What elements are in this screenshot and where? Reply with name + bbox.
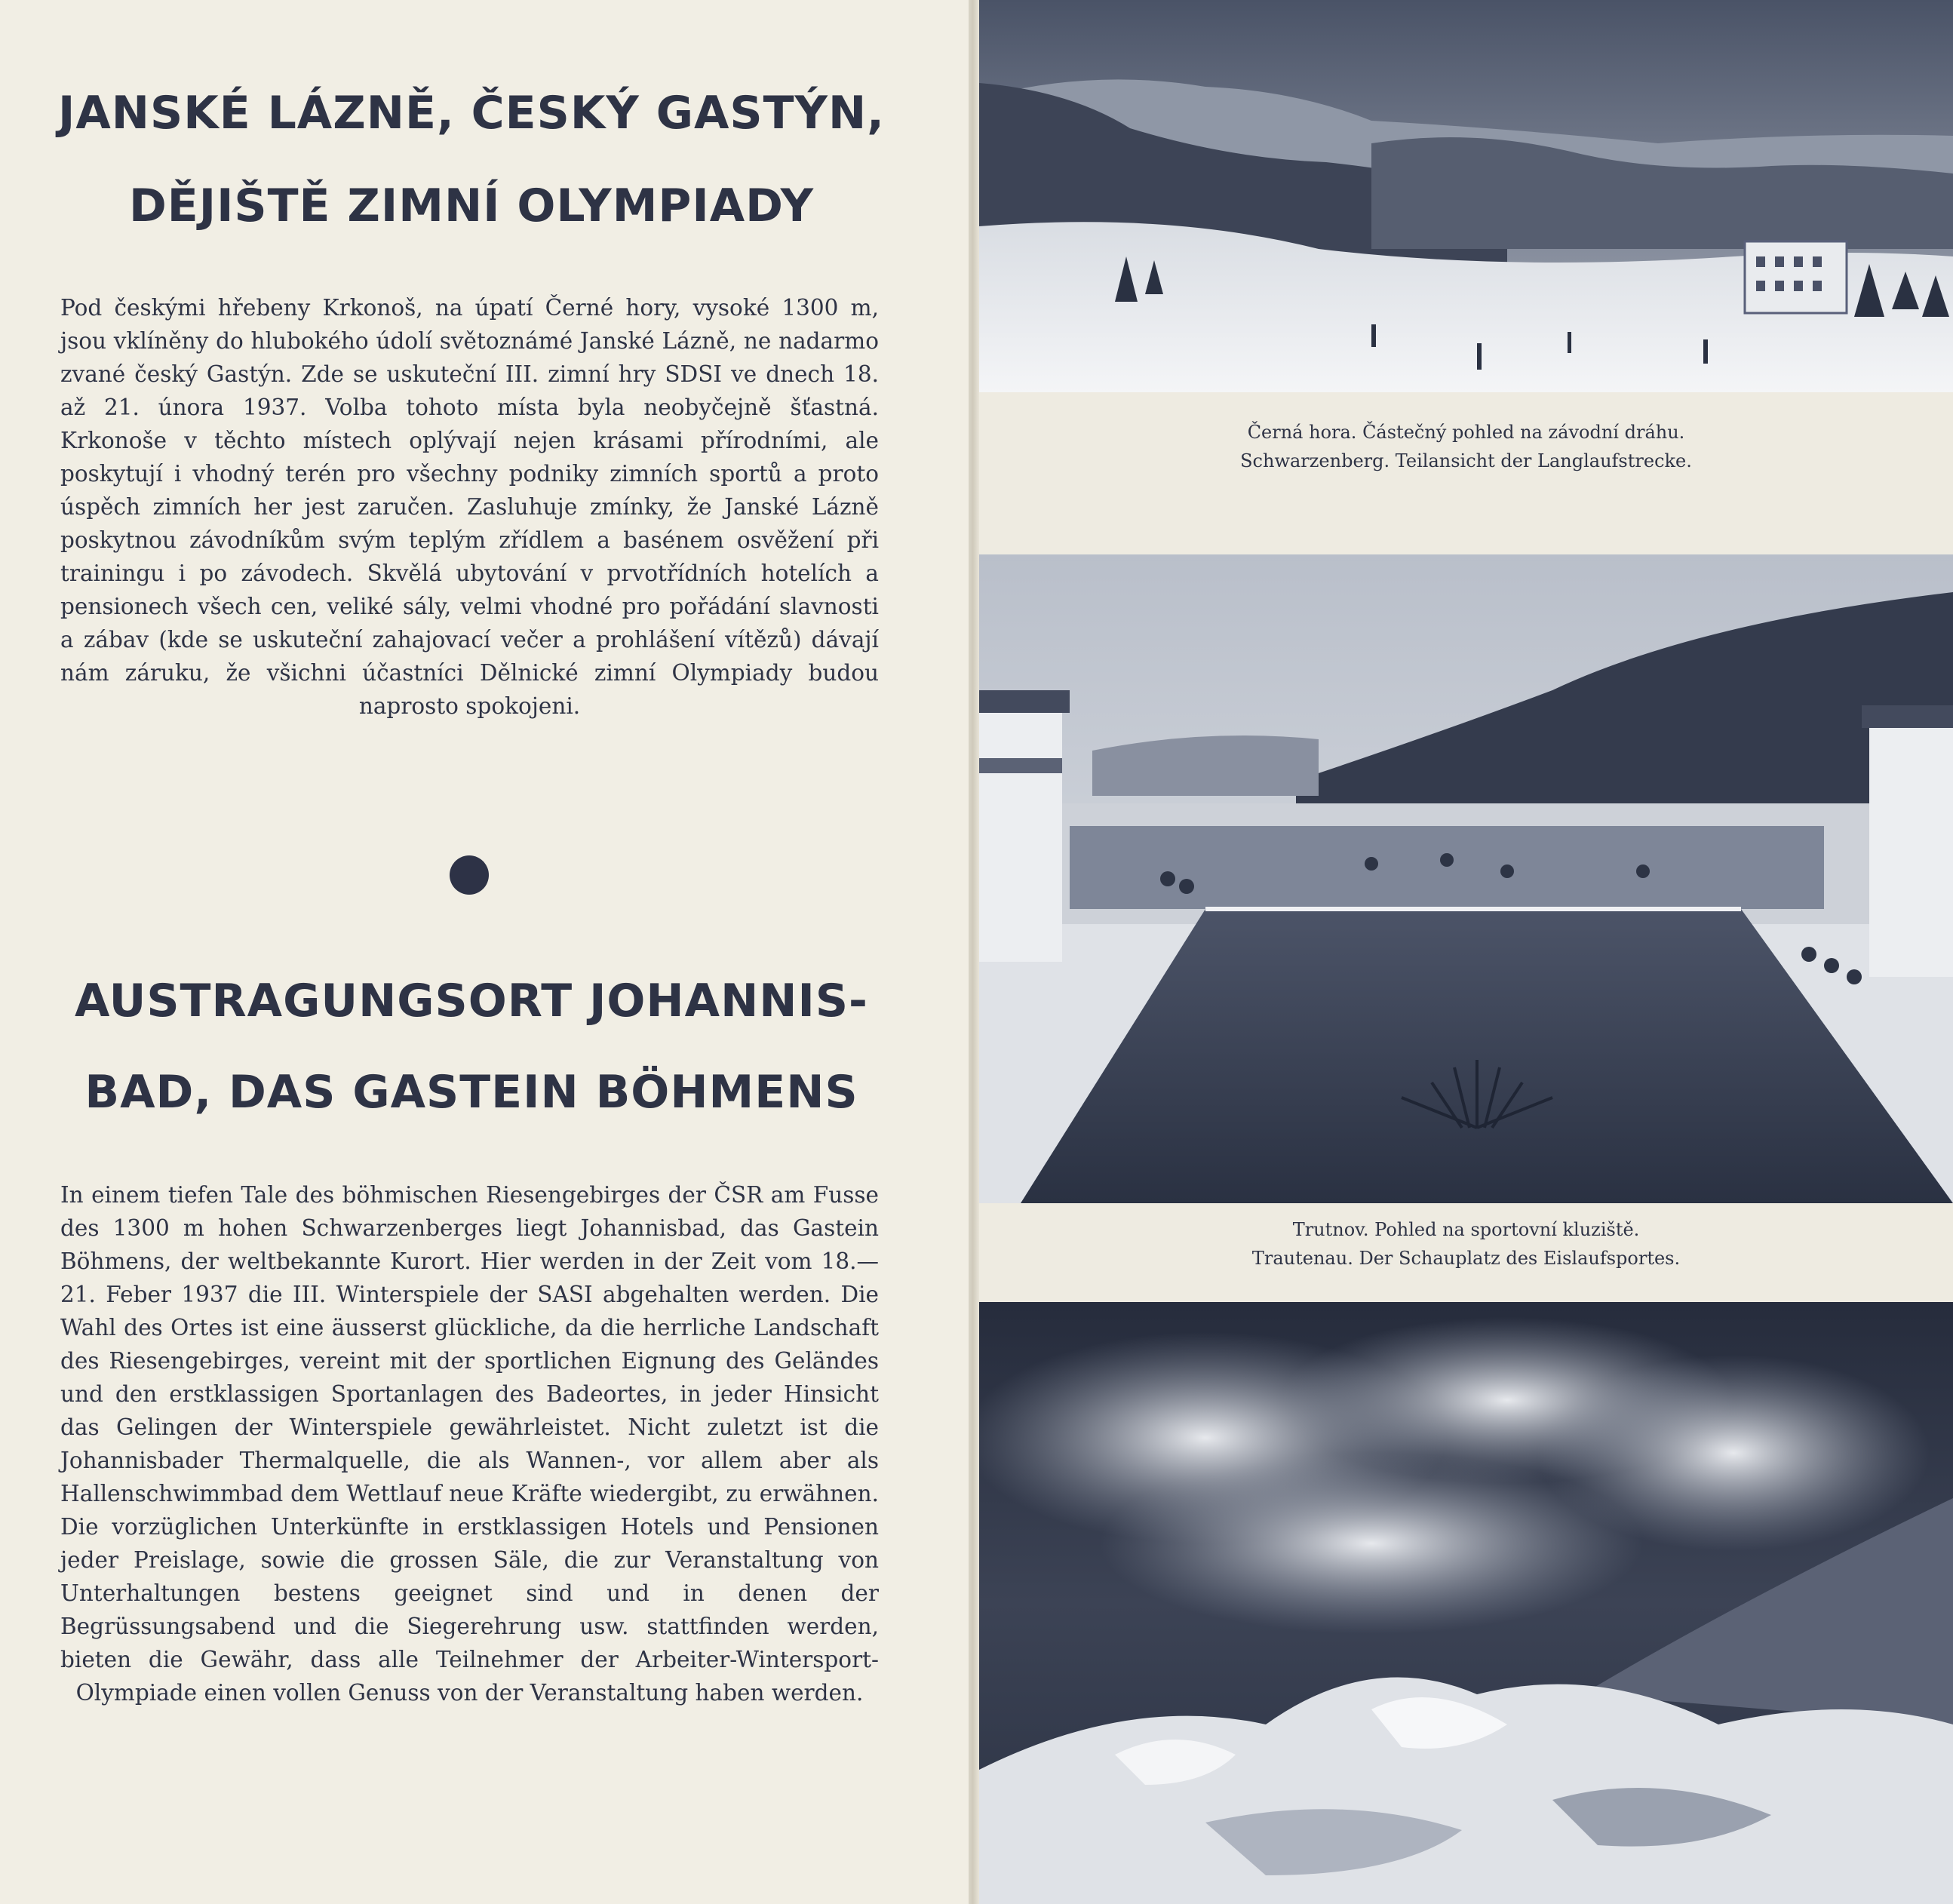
page-fold	[969, 0, 979, 1904]
caption-photo-1-cz: Černá hora. Částečný pohled na závodní dráhu.	[1247, 422, 1685, 443]
czech-paragraph: Pod českými hřebeny Krkonoš, na úpatí Černé hory, vysoké 1300 m, jsou vklíněny do hlubokého údolí světoznámé Janské Lázně, ne nadarmo zvané český Gastýn. Zde se uskuteční III. zimní hry SDSI ve dnech 18. až 21. února 1937. Volba tohoto místa byla neobyčejně šťastná. Krkonoše v těchto místech oplývají nejen krásami přírodními, ale poskytují i vhodný terén pro všechny podniky zimních sportů a proto úspěch zimních her jest zaručen. Zasluhuje zmínky, že Janské Lázně poskytnou závodníkům svým teplým zřídlem a basénem osvěžení při trainingu i po závodech. Skvělá ubytování v prvotřídních hotelích a pensionech všech cen, veliké sály, velmi vhodné pro pořádání slavnosti a zábav (kde se uskuteční zahajovací večer a prohlášení vítězů) dávají nám záruku, že všichni účastníci Dělnické zimní Olympiady budou naprosto spokojeni.	[60, 295, 879, 719]
german-heading-line2: BAD, DAS GASTEIN BÖHMENS	[84, 1066, 858, 1119]
caption-photo-1-de: Schwarzenberg. Teilansicht der Langlaufstrecke.	[1240, 450, 1692, 471]
photo-snowy-valley	[979, 0, 1953, 392]
german-heading-line1: AUSTRAGUNGSORT JOHANNIS-	[75, 975, 868, 1027]
caption-photo-2	[979, 1215, 1953, 1273]
czech-heading-line1: JANSKÉ LÁZNĚ, ČESKÝ GASTÝN,	[58, 87, 885, 140]
right-page	[979, 0, 1953, 1904]
caption-photo-2-cz: Trutnov. Pohled na sportovní kluziště.	[1292, 1219, 1640, 1240]
caption-photo-1	[979, 418, 1953, 475]
german-paragraph: In einem tiefen Tale des böhmischen Riesengebirges der ČSR am Fusse des 1300 m hohen Schwarzenberges liegt Johannisbad, das Gastein Böhmens, der weltbekannte Kurort. Hier werden in der Zeit vom 18.—21. Feber 1937 die III. Winterspiele der SASI abgehalten werden. Die Wahl des Ortes ist eine äusserst glückliche, da die herrliche Landschaft des Riesengebirges, vereint mit der sportlichen Eignung des Geländes und den erstklassigen Sportanlagen des Badeortes, in jeder Hinsicht das Gelingen der Winterspiele gewährleistet. Nicht zuletzt ist die Johannisbader Thermalquelle, die als Wannen-, vor allem aber als Hallenschwimmbad dem Wettlauf neue Kräfte wiedergibt, zu erwähnen. Die vorzüglichen Unterkünfte in erstklassigen Hotels und Pensionen jeder Preislage, sowie die grossen Säle, die zur Veranstaltung von Unterhaltungen bestens geeignet sind und in denen der Begrüssungsabend und die Siegerehrung usw. stattfinden werden, bieten die Gewähr, dass alle Teilnehmer der Arbeiter-Wintersport-Olympiade einen vollen Genuss von der Veranstaltung haben werden.	[60, 1182, 879, 1706]
caption-photo-2-de: Trautenau. Der Schauplatz des Eislaufsportes.	[1251, 1248, 1681, 1269]
section-divider-dot	[450, 855, 489, 895]
czech-heading-line2: DĚJIŠTĚ ZIMNÍ OLYMPIADY	[128, 180, 815, 232]
left-page	[0, 0, 969, 1904]
photo-swimming-pool	[979, 554, 1953, 1203]
photo-mountain-clouds	[979, 1302, 1953, 1904]
